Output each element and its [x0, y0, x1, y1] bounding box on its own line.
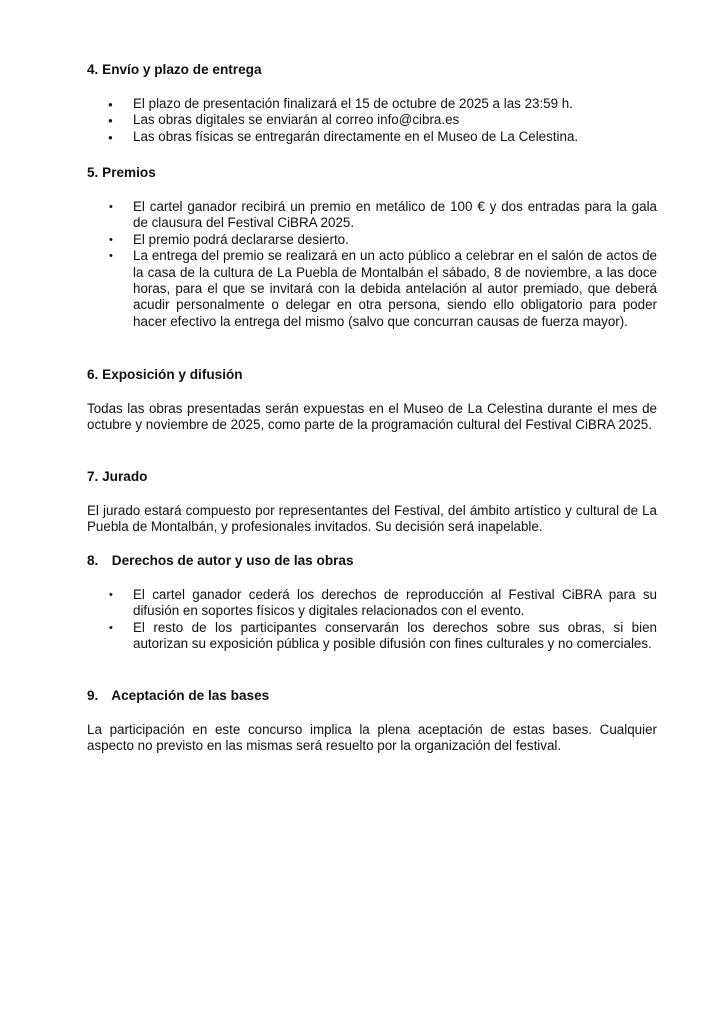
bullet-icon: ● [108, 100, 113, 109]
list-item: • El cartel ganador recibirá un premio en metálico de 100 € y dos entradas para la gala de clausura del Festival CiBRA 2025. [109, 199, 657, 231]
list-item: • El premio podrá declararse desierto. [109, 231, 349, 247]
list-item: • El cartel ganador cederá los derechos de reproducción al Festival CiBRA para su difusión en soportes físicos y digitales relacionados con el evento. [109, 587, 657, 619]
section-9-paragraph: La participación en este concurso implica la plena aceptación de estas bases. Cualquier aspecto no previsto en las mismas será resuelto por la organización del festival. [87, 722, 657, 754]
section-5-heading: 5. Premios [87, 165, 156, 180]
section-5-list [87, 199, 657, 330]
section-8-list [87, 587, 657, 653]
bullet-icon: • [109, 589, 113, 601]
list-item: ● El plazo de presentación finalizará el 15 de octubre de 2025 a las 23:59 h. [87, 96, 657, 112]
section-6-heading: 6. Exposición y difusión [87, 367, 243, 382]
list-item: ● Las obras digitales se enviarán al correo info@cibra.es [87, 112, 657, 128]
bullet-icon: • [109, 621, 113, 634]
bullet-icon: ● [108, 132, 113, 142]
section-7-paragraph: El jurado estará compuesto por representantes del Festival, del ámbito artístico y cultural de La Puebla de Montalbán, y profesionales invitados. Su decisión será inapelable. [87, 503, 657, 535]
section-7-heading: 7. Jurado [87, 469, 148, 484]
list-item: • El resto de los participantes conservarán los derechos sobre sus obras, si bien autorizan su exposición pública y posible difusión con fines culturales y no comerciales. [109, 619, 657, 652]
bullet-icon: • [109, 233, 113, 246]
list-item: • La entrega del premio se realizará en un acto público a celebrar en el salón de actos de la casa de la cultura de La Puebla de Montalbán el sábado, 8 de noviembre, a las doce horas, para el que se invitará con la debida antelación al autor premiado, que deberá acudir personalmente o delegar en otra persona, siendo ello obligatorio para poder hacer efectivo la entrega del mismo (salvo que concurran causas de fuerza mayor). [109, 248, 657, 329]
list-item: ● Las obras físicas se entregarán directamente en el Museo de La Celestina. [87, 129, 657, 145]
section-4-list [87, 96, 657, 145]
bullet-icon: • [109, 201, 113, 213]
section-4-heading: 4. Envío y plazo de entrega [87, 62, 262, 77]
section-6-paragraph: Todas las obras presentadas serán expuestas en el Museo de La Celestina durante el mes de octubre y noviembre de 2025, como parte de la programación cultural del Festival CiBRA 2025. [87, 401, 657, 433]
section-8-heading: 8. Derechos de autor y uso de las obras [87, 553, 354, 568]
bullet-icon: ● [108, 116, 113, 126]
bullet-icon: • [109, 250, 113, 263]
section-9-heading: 9. Aceptación de las bases [87, 688, 270, 703]
